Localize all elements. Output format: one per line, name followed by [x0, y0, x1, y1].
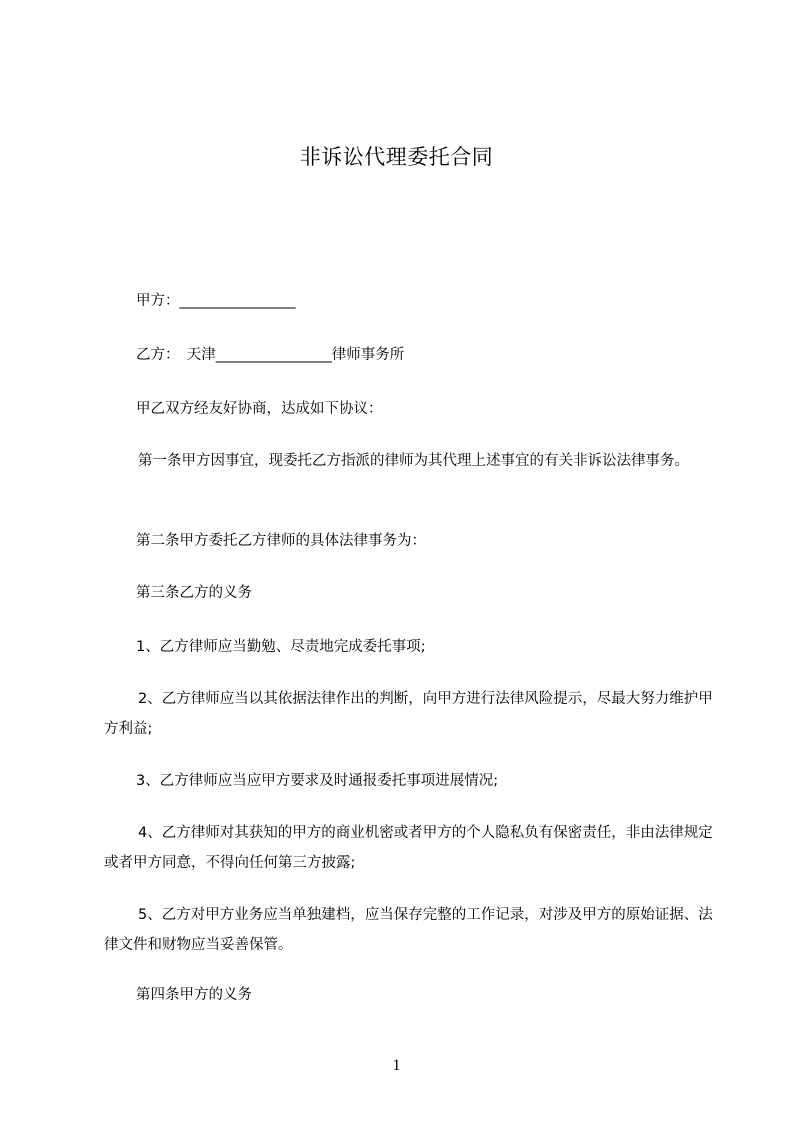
- document-title: 非诉讼代理委托合同: [299, 145, 494, 169]
- article-3-item-2: 2、乙方律师应当以其依据法律作出的判断，向甲方进行法律风险提示，尽最大努力维护甲方利益;: [104, 691, 713, 737]
- article-3-item-5: 5、乙方对甲方业务应当单独建档，应当保存完整的工作记录，对涉及甲方的原始证据、法律文件和财物应当妥善保管。: [104, 907, 713, 953]
- article-3-item-1: 1、乙方律师应当勤勉、尽责地完成委托事项;: [136, 639, 426, 655]
- article-3-item-3: 3、乙方律师应当应甲方要求及时通报委托事项进展情况;: [136, 773, 499, 789]
- agreement-intro: 甲乙双方经友好协商，达成如下协议：: [136, 401, 383, 417]
- article-1: 第一条甲方因事宜，现委托乙方指派的律师为其代理上述事宜的有关非诉讼法律事务。: [138, 453, 689, 469]
- article-3-heading: 第三条乙方的义务: [136, 585, 252, 601]
- article-4-heading: 第四条甲方的义务: [136, 987, 252, 1003]
- party-a-line: 甲方：________________: [136, 293, 296, 309]
- article-3-item-4: 4、乙方律师对其获知的甲方的商业机密或者甲方的个人隐私负有保密责任，非由法律规定或者甲方同意，不得向任何第三方披露;: [104, 825, 713, 871]
- page-number: 1: [392, 1057, 401, 1074]
- article-2: 第二条甲方委托乙方律师的具体法律事务为：: [136, 533, 426, 549]
- party-b-line: 乙方： 天津________________律师事务所: [136, 347, 405, 363]
